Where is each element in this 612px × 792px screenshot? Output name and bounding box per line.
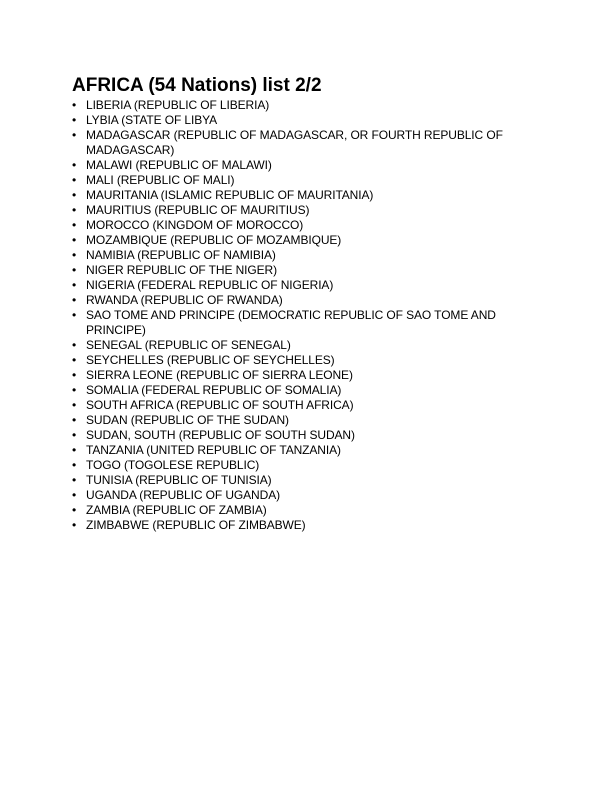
list-item: • RWANDA (REPUBLIC OF RWANDA) <box>72 293 542 308</box>
nations-list <box>72 98 542 533</box>
document-page <box>72 75 542 533</box>
list-item: • SENEGAL (REPUBLIC OF SENEGAL) <box>72 338 542 353</box>
list-item: • LIBERIA (REPUBLIC OF LIBERIA) <box>72 98 542 113</box>
list-item: • MOROCCO (KINGDOM OF MOROCCO) <box>72 218 542 233</box>
list-item: • TANZANIA (UNITED REPUBLIC OF TANZANIA) <box>72 443 542 458</box>
list-item: • TUNISIA (REPUBLIC OF TUNISIA) <box>72 473 542 488</box>
list-item: • SUDAN (REPUBLIC OF THE SUDAN) <box>72 413 542 428</box>
page-title: AFRICA (54 Nations) list 2/2 <box>72 75 322 96</box>
list-item: • MAURITIUS (REPUBLIC OF MAURITIUS) <box>72 203 542 218</box>
list-item: • NAMIBIA (REPUBLIC OF NAMIBIA) <box>72 248 542 263</box>
list-item: • MALI (REPUBLIC OF MALI) <box>72 173 542 188</box>
list-item: • MAURITANIA (ISLAMIC REPUBLIC OF MAURITANIA) <box>72 188 542 203</box>
list-item: • ZIMBABWE (REPUBLIC OF ZIMBABWE) <box>72 518 542 533</box>
list-item: • SAO TOME AND PRINCIPE (DEMOCRATIC REPUBLIC OF SAO TOME AND PRINCIPE) <box>72 308 542 338</box>
list-item: • UGANDA (REPUBLIC OF UGANDA) <box>72 488 542 503</box>
list-item: • NIGERIA (FEDERAL REPUBLIC OF NIGERIA) <box>72 278 542 293</box>
list-item: • SIERRA LEONE (REPUBLIC OF SIERRA LEONE) <box>72 368 542 383</box>
list-item: • MOZAMBIQUE (REPUBLIC OF MOZAMBIQUE) <box>72 233 542 248</box>
list-item: • SEYCHELLES (REPUBLIC OF SEYCHELLES) <box>72 353 542 368</box>
list-item: • MALAWI (REPUBLIC OF MALAWI) <box>72 158 542 173</box>
list-item: • ZAMBIA (REPUBLIC OF ZAMBIA) <box>72 503 542 518</box>
list-item: • LYBIA (STATE OF LIBYA <box>72 113 542 128</box>
list-item: • SOUTH AFRICA (REPUBLIC OF SOUTH AFRICA) <box>72 398 542 413</box>
list-item: • NIGER REPUBLIC OF THE NIGER) <box>72 263 542 278</box>
list-item: • MADAGASCAR (REPUBLIC OF MADAGASCAR, OR FOURTH REPUBLIC OF MADAGASCAR) <box>72 128 542 158</box>
list-item: • SUDAN, SOUTH (REPUBLIC OF SOUTH SUDAN) <box>72 428 542 443</box>
list-item: • SOMALIA (FEDERAL REPUBLIC OF SOMALIA) <box>72 383 542 398</box>
list-item: • TOGO (TOGOLESE REPUBLIC) <box>72 458 542 473</box>
